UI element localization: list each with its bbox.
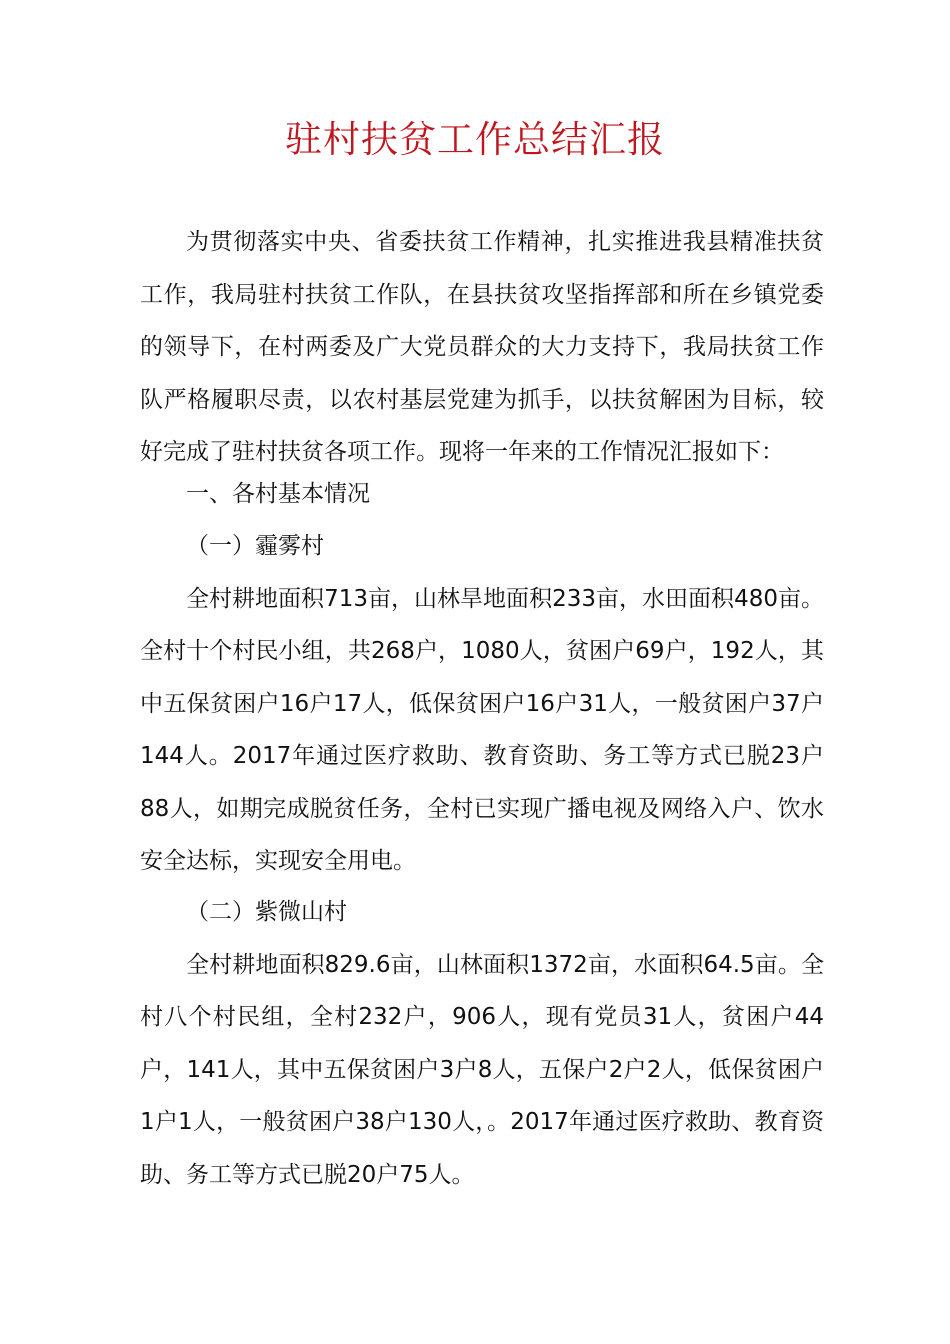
section-heading-basic-info: 一、各村基本情况 xyxy=(186,481,370,507)
village-1-heading: （一）霾雾村 xyxy=(186,533,324,559)
village-2-paragraph: 全村耕地面积829.6亩，山林面积1372亩，水面积64.5亩。全村八个村民组，全村232户，906人，现有党员31人，贫困户44户，141人，其中五保贫困户3户8人，五保户2户2人，低保贫困户1户1人，一般贫困户38户130人，。2017年通过医疗救助、教育资助、务工等方式已脱20户75人。 xyxy=(140,951,824,1188)
intro-block xyxy=(140,216,824,479)
village-2-heading: （二）紫微山村 xyxy=(186,899,347,925)
village-1 xyxy=(140,520,824,888)
village-2 xyxy=(140,886,824,1201)
document-title: 驻村扶贫工作总结汇报 xyxy=(285,118,665,161)
intro-paragraph: 为贯彻落实中央、省委扶贫工作精神，扎实推进我县精准扶贫工作，我局驻村扶贫工作队，在县扶贫攻坚指挥部和所在乡镇党委的领导下，在村两委及广大党员群众的大力支持下，我局扶贫工作队严格履职尽责，以农村基层党建为抓手，以扶贫解困为目标，较好完成了驻村扶贫各项工作。现将一年来的工作情况汇报如下： xyxy=(140,229,824,465)
section-1 xyxy=(140,468,824,521)
village-1-paragraph: 全村耕地面积713亩，山林旱地面积233亩，水田面积480亩。全村十个村民小组，共268户，1080人，贫困户69户，192人，其中五保贫困户16户17人，低保贫困户16户31人，一般贫困户37户144人。2017年通过医疗救助、教育资助、务工等方式已脱23户88人，如期完成脱贫任务，全村已实现广播电视及网络入户、饮水安全达标，实现安全用电。 xyxy=(140,585,824,874)
